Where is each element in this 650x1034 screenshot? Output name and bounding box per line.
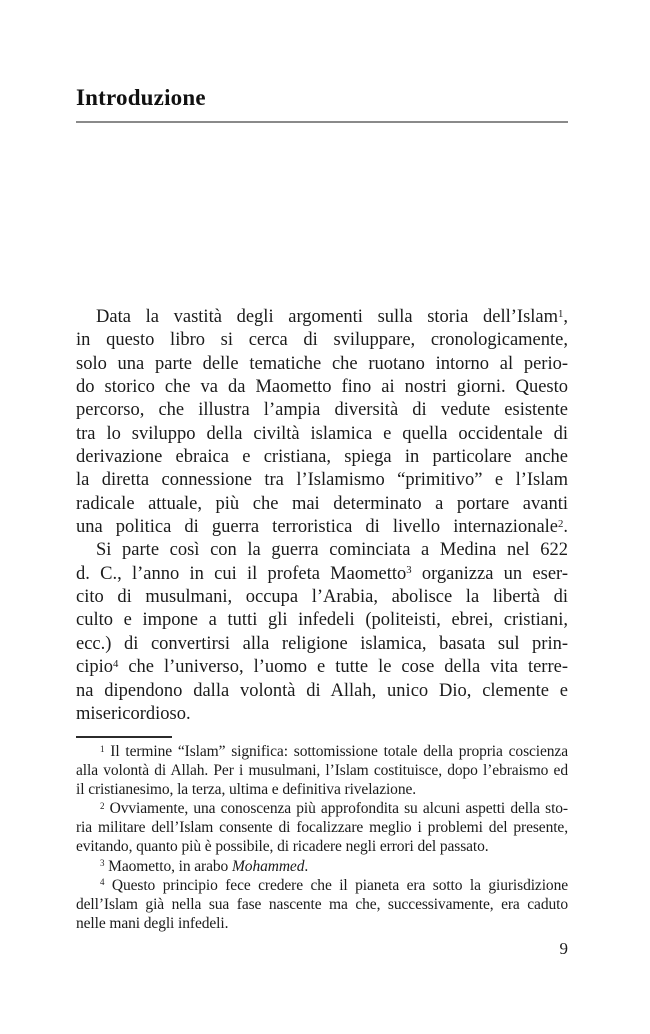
text-line: tra lo sviluppo della civiltà islamica e quella occidentale di bbox=[76, 423, 568, 444]
text-line: ria militare dell’Islam consente di focalizzare meglio i problemi del presente, bbox=[76, 819, 568, 837]
footnotes bbox=[76, 742, 568, 933]
superscript-ref: 4 bbox=[100, 877, 105, 888]
text-line: alla volontà di Allah. Per i musulmani, l’Islam costituisce, dopo l’ebraismo ed bbox=[76, 762, 568, 780]
text-line: do storico che va da Maometto fino ai nostri giorni. Questo bbox=[76, 377, 568, 398]
title-rule bbox=[76, 121, 568, 123]
text-line: derivazione ebraica e cristiana, spiega in particolare anche bbox=[76, 447, 568, 468]
text-line: cipio$^4$ che l’universo, l’uomo e tutte le cose della vita terre- bbox=[76, 657, 568, 678]
italic-text: Mohammed bbox=[231, 857, 305, 875]
text-line: cito di musulmani, occupa l’Arabia, abolisce la libertà di bbox=[76, 587, 568, 608]
text-line: la diretta connessione tra l’Islamismo “primitivo” e l’Islam bbox=[76, 470, 568, 491]
superscript-ref: 2 bbox=[100, 800, 105, 811]
text-line: d. C., l’anno in cui il profeta Maometto$^3$ organizza un eser- bbox=[76, 563, 569, 584]
text-line: Si parte così con la guerra cominciata a Medina nel 622 bbox=[96, 540, 568, 561]
text-line: $^1$ Il termine “Islam” significa: sottomissione totale della propria coscienza bbox=[100, 743, 568, 760]
text-line: Data la vastità degli argomenti sulla storia dell’Islam$^1$, bbox=[96, 307, 568, 327]
text-line: dell’Islam già nella sua fase nascente ma che, successivamente, era caduto bbox=[76, 895, 568, 913]
text-line: evitando, quanto più è possibile, di ricadere negli errori del passato. bbox=[76, 838, 489, 856]
text-line: il cristianesimo, la terza, ultima e definitiva rivelazione. bbox=[76, 781, 417, 799]
text-line: solo una parte delle tematiche che ruotano intorno al perio- bbox=[76, 353, 568, 374]
superscript-ref: 4 bbox=[113, 657, 119, 670]
text-line: radicale attuale, più che mai determinato a portare avanti bbox=[76, 493, 568, 514]
text-line: una politica di guerra terroristica di livello internazionale$^2$. bbox=[76, 517, 568, 538]
text-line: $^2$ Ovviamente, una conoscenza più approfondita su alcuni aspetti della sto- bbox=[100, 800, 568, 818]
text-line: in questo libro si cerca di sviluppare, cronologicamente, bbox=[76, 330, 568, 351]
text-line: culto e impone a tutti gli infedeli (politeisti, ebrei, cristiani, bbox=[76, 610, 568, 631]
text-line: $^3$ Maometto, in arabo Mohammed. bbox=[100, 857, 309, 875]
text-line: $^4$ Questo principio fece credere che il pianeta era sotto la giurisdizione bbox=[100, 876, 568, 894]
footnote-separator-rule bbox=[76, 736, 172, 738]
superscript-ref: 1 bbox=[100, 743, 105, 754]
text-line: na dipendono dalla volontà di Allah, unico Dio, clemente e bbox=[76, 680, 568, 701]
superscript-ref: 3 bbox=[100, 858, 105, 869]
superscript-ref: 3 bbox=[406, 564, 412, 577]
text-line: percorso, che illustra l’ampia diversità di vedute esistente bbox=[76, 400, 568, 421]
superscript-ref: 1 bbox=[558, 307, 564, 320]
page-number: 9 bbox=[559, 939, 568, 958]
chapter-title: Introduzione bbox=[76, 85, 206, 110]
superscript-ref: 2 bbox=[558, 517, 564, 530]
text-line: misericordioso. bbox=[76, 703, 191, 724]
text-line: nelle mani degli infedeli. bbox=[76, 914, 229, 932]
body-text bbox=[76, 306, 568, 726]
text-line: ecc.) di convertirsi alla religione islamica, basata sul prin- bbox=[76, 633, 568, 654]
